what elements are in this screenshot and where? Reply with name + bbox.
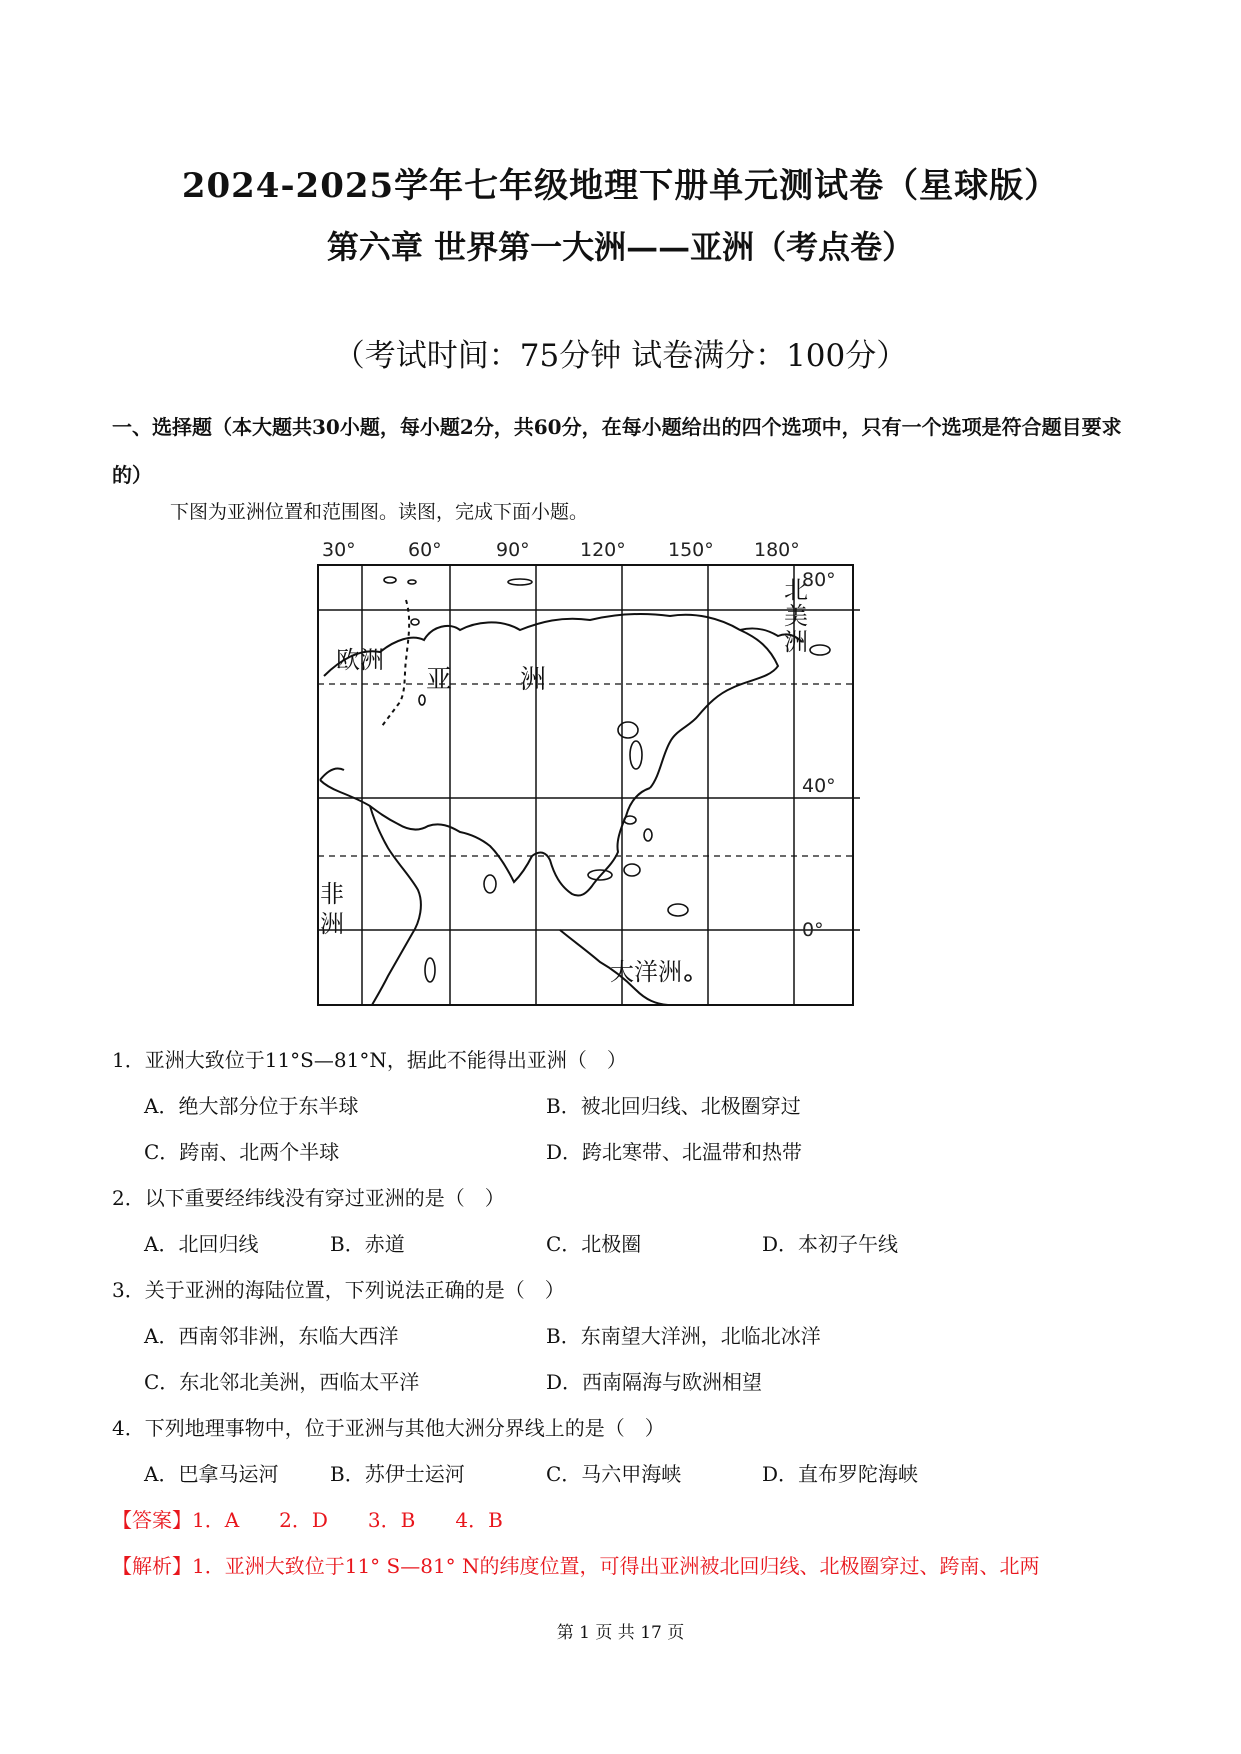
lon-label-90: 90° (496, 539, 530, 561)
question-4-option-a[interactable]: A．巴拿马运河 (144, 1462, 279, 1486)
question-1-option-b[interactable]: B．被北回归线、北极圈穿过 (546, 1094, 801, 1118)
question-3-option-b[interactable]: B．东南望大洋洲，北临北冰洋 (546, 1324, 821, 1348)
lon-label-30: 30° (322, 539, 356, 561)
lon-label-150: 150° (668, 539, 714, 561)
top-longitude-labels (322, 539, 800, 561)
lon-label-180: 180° (754, 539, 800, 561)
exam-info: （考试时间：75分钟 试卷满分：100分） (333, 338, 908, 374)
coastlines (320, 614, 802, 1005)
lon-label-120: 120° (580, 539, 626, 561)
question-1-option-d[interactable]: D．跨北寒带、北温带和热带 (546, 1140, 803, 1164)
question-1-stem: 1．亚洲大致位于11°S—81°N，据此不能得出亚洲（ ） (112, 1048, 627, 1072)
question-3-option-a[interactable]: A．西南邻非洲，东临大西洋 (144, 1324, 399, 1348)
question-4-stem: 4．下列地理事物中，位于亚洲与其他大洲分界线上的是（ ） (112, 1416, 665, 1440)
section-heading: 一、选择题（本大题共30小题，每小题2分，共60分，在每小题给出的四个选项中，只有一个选项是符合题目要求的） (112, 415, 1122, 487)
region-labels (320, 576, 808, 986)
label-europe: 欧洲 (336, 646, 384, 674)
question-4-option-c[interactable]: C．马六甲海峡 (546, 1462, 682, 1486)
islands (384, 577, 830, 982)
question-intro: 下图为亚洲位置和范围图。读图，完成下面小题。 (170, 501, 589, 523)
question-2-option-d[interactable]: D．本初子午线 (762, 1232, 899, 1256)
lat-label-80: 80° (802, 569, 836, 591)
question-4-option-d[interactable]: D．直布罗陀海峡 (762, 1462, 919, 1486)
question-2-stem: 2．以下重要经纬线没有穿过亚洲的是（ ） (112, 1186, 505, 1210)
question-1-option-c[interactable]: C．跨南、北两个半球 (144, 1140, 340, 1164)
lat-label-40: 40° (802, 775, 836, 797)
label-oceania: 大洋洲 (610, 958, 682, 986)
continent-boundary (382, 600, 409, 726)
grid-lines (318, 565, 860, 1005)
label-north-america-3: 洲 (784, 628, 808, 656)
map-frame (318, 565, 853, 1005)
analysis-text: 【解析】1．亚洲大致位于11° S—81° N的纬度位置，可得出亚洲被北回归线、北极圈穿过、跨南、北两 (112, 1554, 1040, 1578)
label-asia-2: 洲 (520, 665, 547, 695)
label-africa-2: 洲 (320, 910, 344, 938)
chapter-subtitle: 第六章 世界第一大洲——亚洲（考点卷） (326, 228, 915, 266)
lat-label-0: 0° (802, 919, 824, 941)
page-footer: 第 1 页 共 17 页 (556, 1623, 685, 1643)
question-4-option-b[interactable]: B．苏伊士运河 (330, 1462, 465, 1486)
lon-label-60: 60° (408, 539, 442, 561)
question-2-option-b[interactable]: B．赤道 (330, 1232, 405, 1256)
question-2-option-a[interactable]: A．北回归线 (144, 1232, 259, 1256)
label-north-america-1: 北 (784, 576, 808, 604)
answer-key: 【答案】1．A 2．D 3．B 4．B (112, 1508, 503, 1532)
question-1-option-a[interactable]: A．绝大部分位于东半球 (144, 1094, 359, 1118)
question-3-option-d[interactable]: D．西南隔海与欧洲相望 (546, 1370, 763, 1394)
asia-location-map (300, 530, 870, 1010)
label-north-america-2: 美 (784, 602, 808, 630)
tropic-and-circle-lines (318, 684, 853, 856)
label-africa-1: 非 (320, 880, 344, 908)
question-2-option-c[interactable]: C．北极圈 (546, 1232, 642, 1256)
page-title: 2024-2025学年七年级地理下册单元测试卷（星球版） (181, 166, 1060, 206)
question-3-option-c[interactable]: C．东北邻北美洲，西临太平洋 (144, 1370, 420, 1394)
label-asia-1: 亚 (426, 665, 453, 695)
question-3-stem: 3．关于亚洲的海陆位置，下列说法正确的是（ ） (112, 1278, 565, 1302)
